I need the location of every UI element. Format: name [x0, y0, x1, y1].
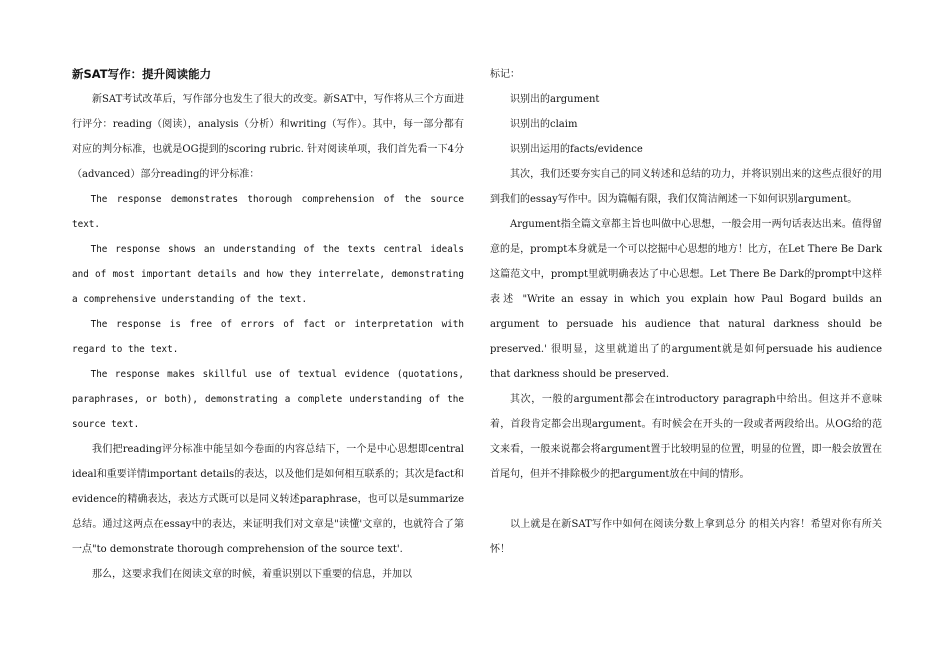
- reading-requirement-paragraph: 那么，这要求我们在阅读文章的时候，着重识别以下重要的信息，并加以: [92, 569, 412, 580]
- marking-item-evidence: 识别出运用的facts/evidence: [510, 144, 643, 155]
- argument-definition-paragraph: Argument指全篇文章都主旨也叫做中心思想，一般会用一两句话表达出来。值得留意的是，prompt本身就是一个可以挖掘中心思想的地方！比方，在Let There Be Dark这篇范文中，prompt里就明确表达了中心思想。Let There Be Dark的prompt中这样表述 "Write an essay in which you explain how Paul Bogard builds an argument to persuade his audience that natural darkness should be preserved.' 很明显，这里就道出了的argument就是如何persuade his audience that darkness should be preserved.: [490, 219, 882, 380]
- spacer: [490, 487, 882, 512]
- rubric-item-2: The response shows an understanding of the texts central ideals and of most important details and how they interrelate, demonstrating a comprehensive understanding of the text.: [72, 244, 464, 305]
- marking-item-claim: 识别出的claim: [510, 119, 578, 130]
- marking-label: 标记：: [490, 69, 520, 80]
- right-column: [490, 62, 882, 562]
- document-title: 新SAT写作：提升阅读能力: [72, 67, 212, 81]
- left-column: [72, 62, 464, 587]
- paraphrase-paragraph: 其次，我们还要夯实自己的同义转述和总结的功力，并将识别出来的这些点很好的用到我们的essay写作中。因为篇幅有限，我们仅简洁阐述一下如何识别argument。: [490, 169, 882, 205]
- summary-paragraph: 我们把reading评分标准中能呈如今卷面的内容总结下，一个是中心思想即central ideal和重要详情important details的表达，以及他们是如何相互联系的；其次是fact和evidence的精确表达，表达方式既可以是同义转述paraphrase，也可以是summarize总结。通过这两点在essay中的表达，来证明我们对文章是"读懂'文章的，也就符合了第一点"to demonstrate thorough comprehension of the source text'.: [72, 444, 464, 555]
- closing-paragraph: 以上就是在新SAT写作中如何在阅读分数上拿到总分 的相关内容！希望对你有所关怀！: [490, 519, 882, 555]
- intro-paragraph: 新SAT考试改革后，写作部分也发生了很大的改变。新SAT中，写作将从三个方面进行评分：reading（阅读），analysis（分析）和writing（写作）。其中，每一部分都有对应的判分标准，也就是OG提到的scoring rubric. 针对阅读单项，我们首先看一下4分（advanced）部分reading的评分标准：: [72, 94, 464, 180]
- rubric-item-1: The response demonstrates thorough comprehension of the source text.: [72, 194, 464, 230]
- marking-item-argument: 识别出的argument: [510, 94, 600, 105]
- rubric-item-3: The response is free of errors of fact or interpretation with regard to the text.: [72, 319, 464, 355]
- rubric-item-4: The response makes skillful use of textual evidence (quotations, paraphrases, or both), demonstrating a complete understanding of the source text.: [72, 369, 464, 430]
- argument-location-paragraph: 其次，一般的argument都会在introductory paragraph中给出。但这并不意味着，首段肯定都会出现argument。有时候会在开头的一段或者两段给出。从OG给的范文来看，一般来说都会将argument置于比较明显的位置，明显的位置，即一般会放置在首尾句，但并不排除极少的把argument放在中间的情形。: [490, 394, 882, 480]
